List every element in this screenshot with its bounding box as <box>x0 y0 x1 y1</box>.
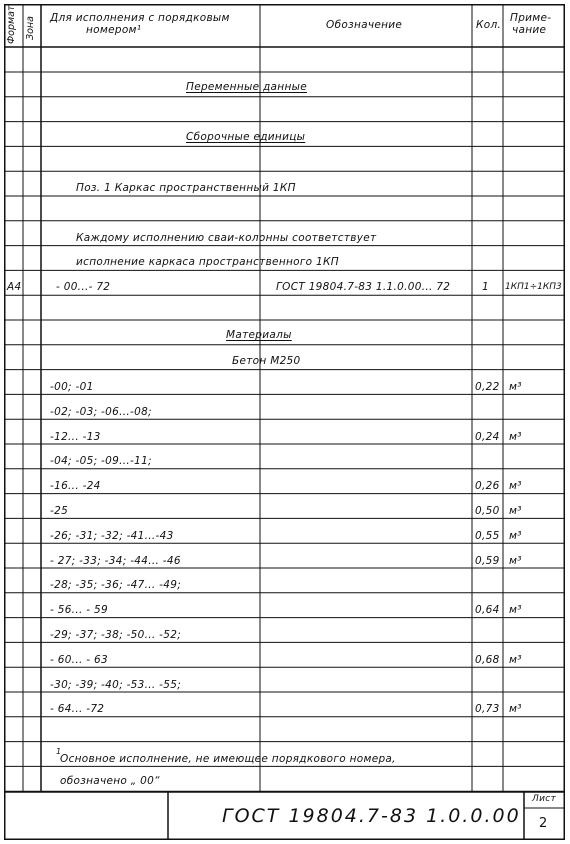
material-row-exec: -26; -31; -32; -41...-43 <box>50 529 174 542</box>
material-row-unit: м³ <box>509 381 522 393</box>
material-row-qty: 0,73 <box>475 703 500 716</box>
material-row-exec: -16... -24 <box>50 480 101 493</box>
material-row-exec: -12... -13 <box>50 430 101 443</box>
header-execution-line1: Для исполнения с порядковым <box>50 12 230 24</box>
correspondence-line2: исполнение каркаса пространственного 1КП <box>76 256 339 268</box>
a4-qty: 1 <box>482 281 489 293</box>
material-row-exec: - 60... - 63 <box>50 653 108 666</box>
material-row-exec: -28; -35; -36; -47... -49; <box>50 579 182 592</box>
material-row-exec: -02; -03; -06...-08; <box>50 405 152 418</box>
document-sheet <box>4 4 565 840</box>
material-row-exec: -29; -37; -38; -50... -52; <box>50 629 182 641</box>
material-row-qty: 0,68 <box>475 653 500 666</box>
material-row-unit: м³ <box>509 604 522 617</box>
section-assemblies: Сборочные единицы <box>186 131 306 143</box>
footnote-line1: Основное исполнение, не имеющее порядкового номера, <box>60 753 396 765</box>
sheet-label: Лист <box>532 794 557 804</box>
stamp-title: ГОСТ 19804.7-83 1.0.0.00 <box>222 805 521 827</box>
header-designation: Обозначение <box>326 19 403 31</box>
sheet-number: 2 <box>539 816 548 831</box>
header-zone: Зона <box>25 16 36 40</box>
footnote-line2: обозначено „ 00“ <box>60 775 160 787</box>
header-note-line2: чание <box>512 24 547 36</box>
material-row-qty: 0,55 <box>475 529 500 542</box>
material-row-exec: -04; -05; -09...-11; <box>50 455 152 468</box>
header-qty: Кол. <box>476 19 502 31</box>
material-row-exec: -30; -39; -40; -53... -55; <box>50 678 182 691</box>
a4-format: А4 <box>7 281 22 293</box>
material-row-qty: 0,24 <box>475 430 500 443</box>
material-row-unit: м³ <box>509 653 522 666</box>
a4-exec: - 00...- 72 <box>56 281 111 293</box>
material-row-unit: м³ <box>509 505 522 517</box>
a4-designation: ГОСТ 19804.7-83 1.1.0.00... 72 <box>276 281 451 293</box>
concrete-label: Бетон М250 <box>232 355 301 367</box>
material-row-qty: 0,59 <box>475 554 500 567</box>
position-1-line: Поз. 1 Каркас пространственный 1КП <box>76 182 296 194</box>
material-row-qty: 0,22 <box>475 381 500 393</box>
header-format: Формат <box>6 5 17 44</box>
material-row-unit: м³ <box>509 703 522 716</box>
material-row-exec: -00; -01 <box>50 381 94 393</box>
material-row-unit: м³ <box>509 430 522 443</box>
material-row-unit: м³ <box>509 529 522 542</box>
a4-note: 1КП1÷1КП3 <box>505 282 562 292</box>
section-materials: Материалы <box>226 329 292 341</box>
material-row-unit: м³ <box>509 480 522 493</box>
header-note-line1: Приме- <box>510 12 552 24</box>
header-execution-line2: номером¹ <box>86 24 142 36</box>
correspondence-line1: Каждому исполнению сваи-колонны соответствует <box>76 232 377 244</box>
section-variable-data: Переменные данные <box>186 81 307 93</box>
material-row-qty: 0,26 <box>475 480 500 493</box>
material-row-exec: - 56... - 59 <box>50 604 108 617</box>
material-row-exec: - 64... -72 <box>50 703 105 716</box>
material-row-exec: -25 <box>50 505 69 517</box>
footnote-marker: 1 <box>56 747 62 756</box>
material-row-unit: м³ <box>509 554 522 567</box>
material-row-qty: 0,64 <box>475 604 500 617</box>
material-row-exec: - 27; -33; -34; -44... -46 <box>50 554 181 567</box>
material-row-qty: 0,50 <box>475 505 500 517</box>
